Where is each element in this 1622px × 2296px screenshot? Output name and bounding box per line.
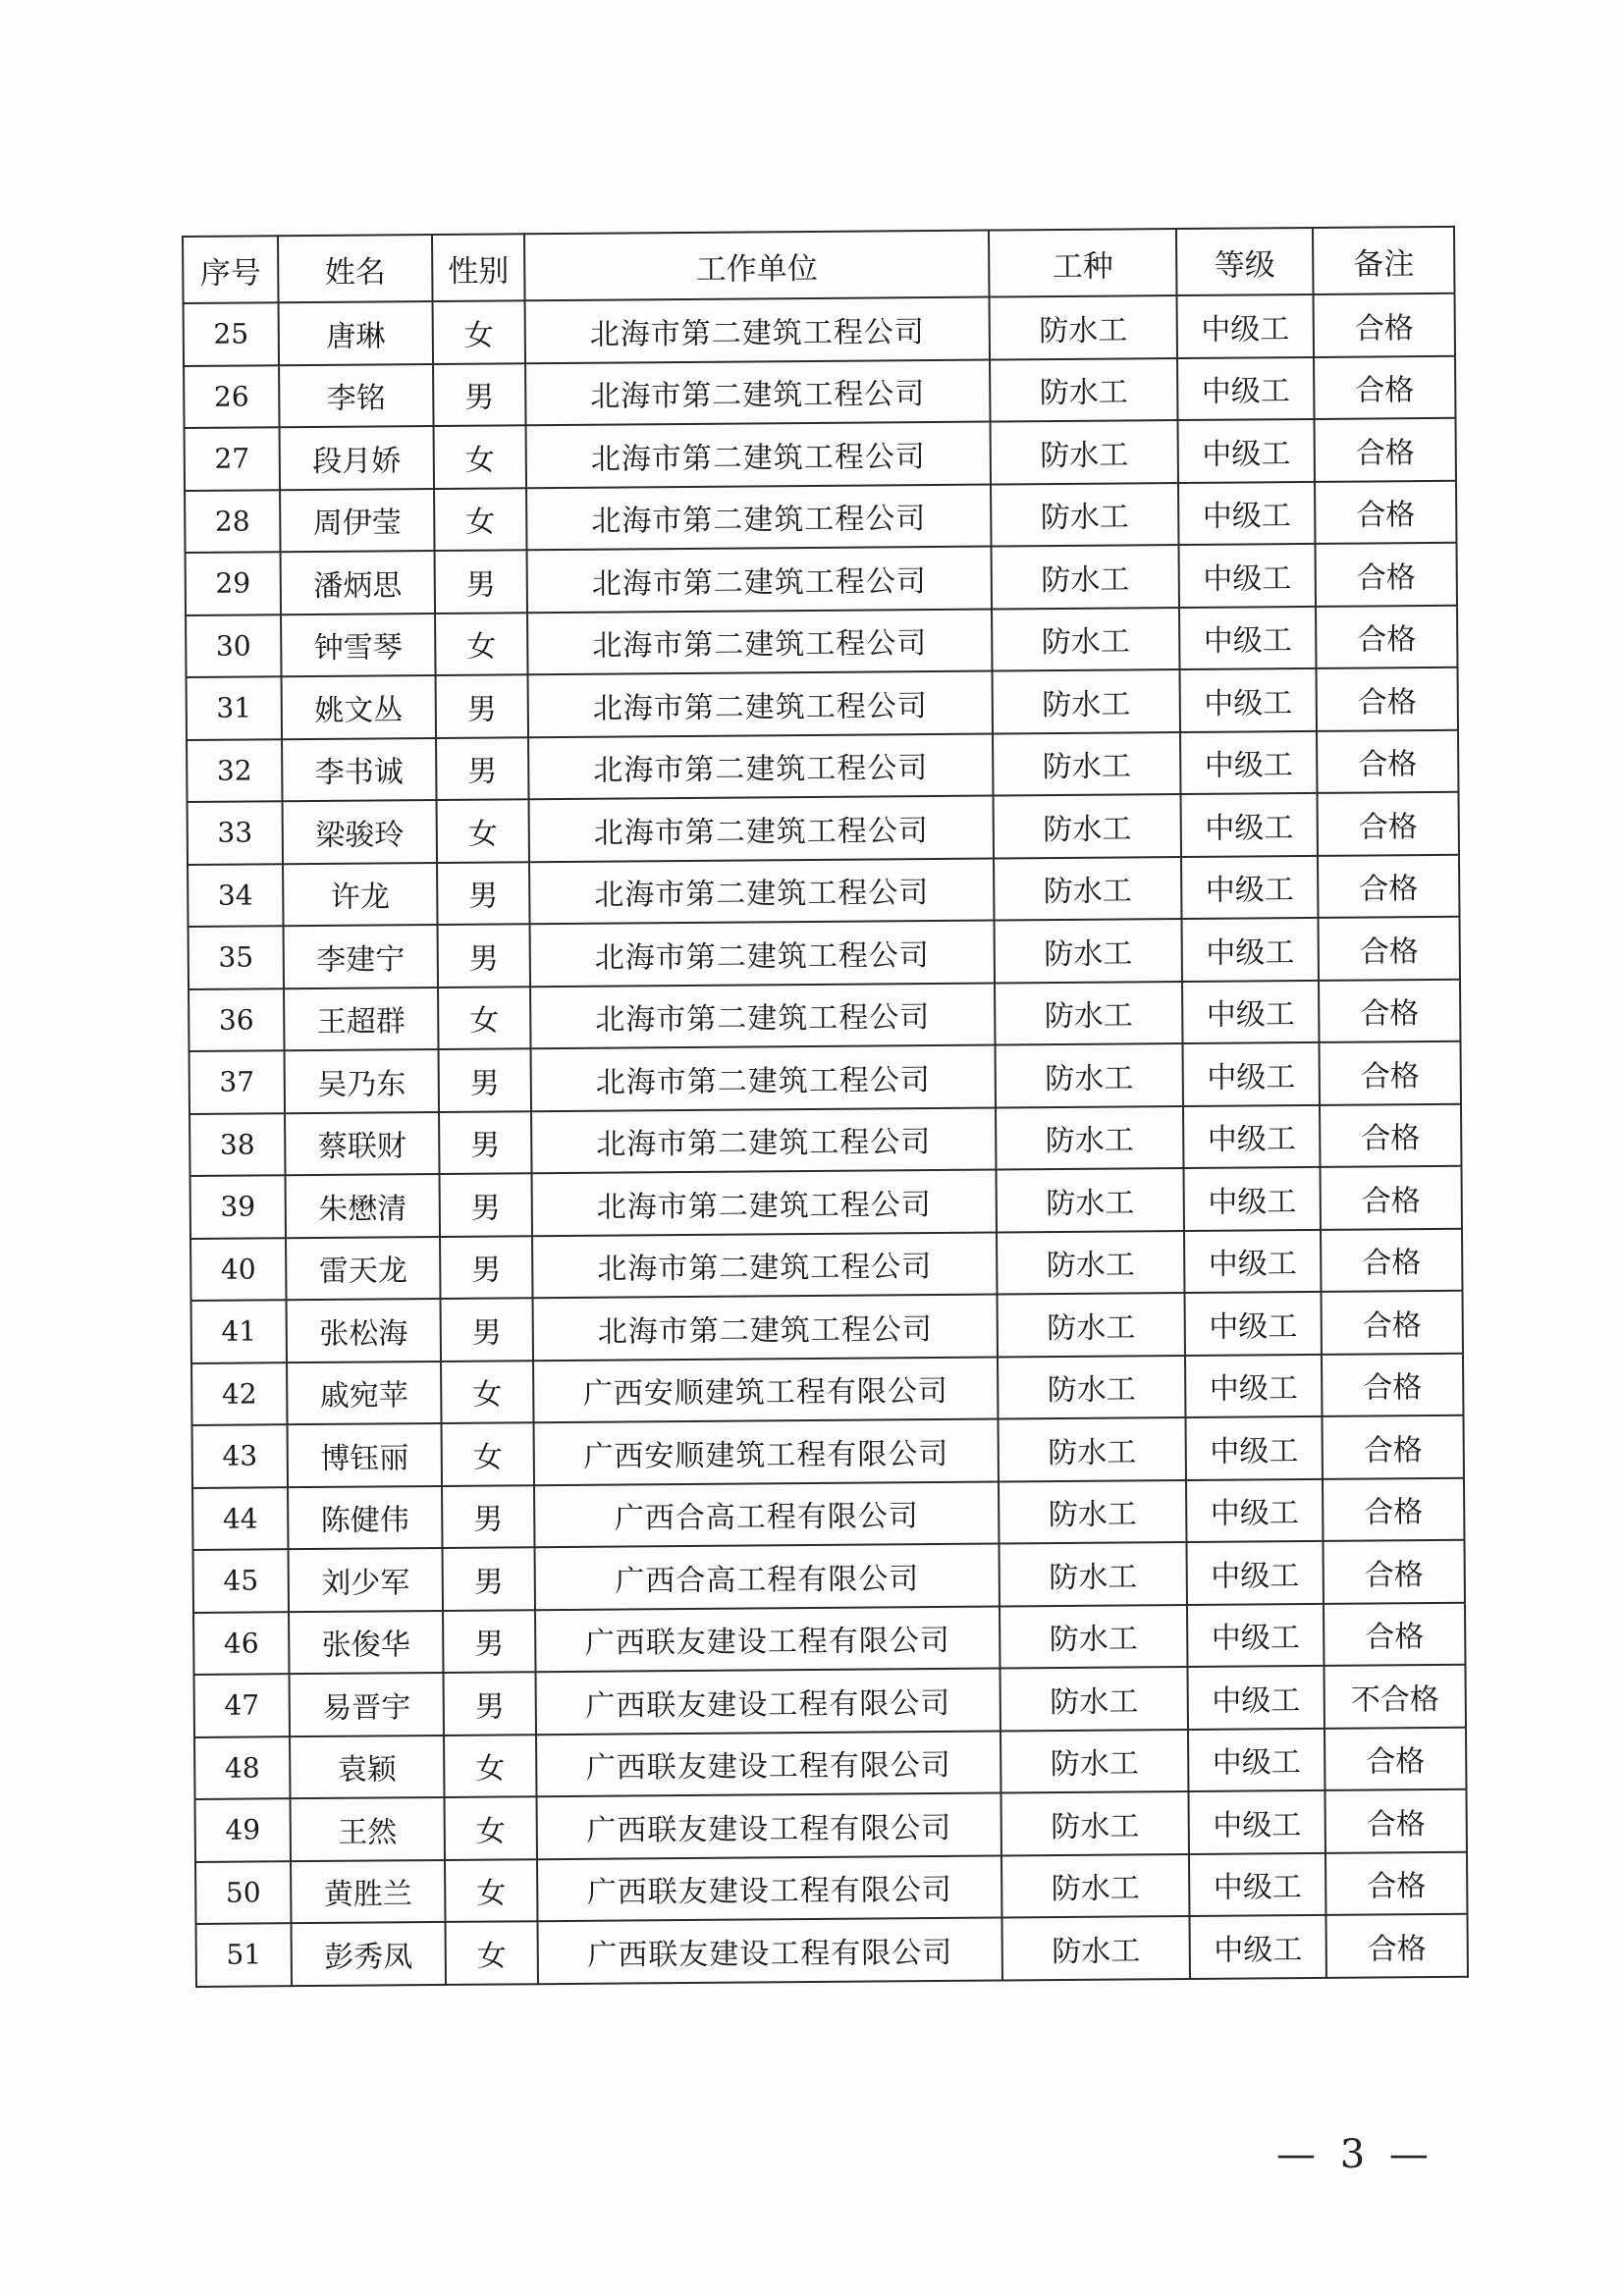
table-row bbox=[189, 917, 1460, 989]
cell-unit: 北海市第二建筑工程公司 bbox=[530, 921, 995, 987]
cell-unit: 北海市第二建筑工程公司 bbox=[526, 484, 991, 550]
cell-trade: 防水工 bbox=[994, 857, 1181, 921]
page-number: — 3 — bbox=[1276, 2132, 1434, 2177]
cell-no: 48 bbox=[194, 1736, 290, 1799]
cell-no: 26 bbox=[184, 365, 279, 428]
cell-remark: 合格 bbox=[1322, 1353, 1463, 1416]
cell-no: 28 bbox=[185, 490, 280, 553]
cell-level: 中级工 bbox=[1183, 1104, 1320, 1168]
header-level: 等级 bbox=[1176, 228, 1314, 295]
cell-remark: 合格 bbox=[1315, 418, 1456, 482]
cell-gender: 女 bbox=[442, 1422, 534, 1485]
cell-level: 中级工 bbox=[1180, 668, 1317, 732]
table-row bbox=[187, 667, 1458, 740]
cell-remark: 合格 bbox=[1316, 667, 1457, 731]
table-row bbox=[184, 355, 1455, 428]
cell-level: 中级工 bbox=[1181, 855, 1318, 919]
cell-gender: 男 bbox=[435, 550, 527, 613]
cell-no: 35 bbox=[189, 926, 284, 988]
cell-unit: 广西联友建设工程有限公司 bbox=[537, 1855, 1001, 1921]
cell-no: 34 bbox=[188, 864, 283, 927]
cell-name: 雷天龙 bbox=[286, 1236, 440, 1300]
cell-level: 中级工 bbox=[1186, 1541, 1323, 1605]
cell-gender: 男 bbox=[433, 363, 525, 426]
cell-gender: 男 bbox=[442, 1485, 534, 1548]
cell-level: 中级工 bbox=[1187, 1603, 1324, 1667]
table-row bbox=[193, 1540, 1465, 1613]
cell-name: 张松海 bbox=[287, 1299, 441, 1362]
cell-name: 许龙 bbox=[283, 862, 437, 926]
cell-remark: 合格 bbox=[1320, 1103, 1461, 1167]
cell-level: 中级工 bbox=[1183, 1167, 1320, 1231]
cell-trade: 防水工 bbox=[990, 358, 1177, 422]
cell-level: 中级工 bbox=[1185, 1416, 1322, 1480]
cell-no: 27 bbox=[185, 427, 280, 490]
cell-level: 中级工 bbox=[1188, 1728, 1325, 1791]
cell-gender: 男 bbox=[436, 737, 528, 800]
cell-trade: 防水工 bbox=[992, 545, 1179, 609]
header-unit: 工作单位 bbox=[524, 231, 990, 301]
cell-remark: 合格 bbox=[1317, 792, 1458, 856]
cell-trade: 防水工 bbox=[993, 669, 1180, 733]
cell-gender: 男 bbox=[440, 1236, 532, 1299]
cell-name: 陈健伟 bbox=[288, 1485, 442, 1549]
cell-remark: 合格 bbox=[1321, 1228, 1462, 1292]
cell-name: 吴乃东 bbox=[285, 1049, 439, 1113]
cell-unit: 广西合高工程有限公司 bbox=[534, 1481, 999, 1547]
cell-name: 易晋宇 bbox=[290, 1673, 444, 1736]
cell-no: 50 bbox=[195, 1861, 291, 1924]
cell-unit: 北海市第二建筑工程公司 bbox=[529, 796, 994, 862]
cell-no: 42 bbox=[191, 1362, 287, 1425]
cell-unit: 北海市第二建筑工程公司 bbox=[528, 671, 993, 737]
table-row bbox=[196, 1914, 1468, 1987]
cell-level: 中级工 bbox=[1177, 294, 1314, 358]
cell-unit: 北海市第二建筑工程公司 bbox=[525, 297, 990, 363]
cell-no: 51 bbox=[196, 1923, 292, 1986]
cell-remark: 合格 bbox=[1322, 1415, 1463, 1479]
cell-remark: 合格 bbox=[1325, 1727, 1466, 1790]
header-trade: 工种 bbox=[989, 229, 1177, 296]
cell-trade: 防水工 bbox=[998, 1417, 1185, 1481]
cell-trade: 防水工 bbox=[999, 1480, 1186, 1544]
cell-unit: 北海市第二建筑工程公司 bbox=[533, 1295, 998, 1361]
cell-trade: 防水工 bbox=[991, 483, 1178, 547]
cell-level: 中级工 bbox=[1178, 481, 1315, 545]
cell-remark: 合格 bbox=[1314, 294, 1455, 357]
cell-no: 41 bbox=[191, 1300, 287, 1362]
table-row bbox=[191, 1291, 1463, 1363]
table-row bbox=[185, 418, 1456, 491]
cell-gender: 男 bbox=[443, 1547, 535, 1610]
cell-unit: 广西联友建设工程有限公司 bbox=[537, 1917, 1001, 1983]
cell-name: 张俊华 bbox=[289, 1610, 443, 1674]
table-row bbox=[186, 543, 1457, 615]
cell-no: 39 bbox=[190, 1175, 286, 1238]
cell-no: 32 bbox=[187, 739, 282, 802]
cell-unit: 北海市第二建筑工程公司 bbox=[528, 733, 993, 799]
cell-remark: 合格 bbox=[1325, 1851, 1467, 1915]
header-no: 序号 bbox=[183, 236, 279, 303]
table-row bbox=[194, 1665, 1466, 1737]
cell-name: 刘少军 bbox=[289, 1548, 443, 1612]
table-row bbox=[189, 979, 1460, 1051]
cell-unit: 广西联友建设工程有限公司 bbox=[536, 1668, 1000, 1734]
cell-no: 30 bbox=[186, 614, 281, 677]
cell-no: 44 bbox=[192, 1487, 288, 1550]
table-row bbox=[192, 1477, 1464, 1550]
cell-remark: 合格 bbox=[1325, 1789, 1466, 1853]
table-row bbox=[188, 792, 1459, 865]
cell-unit: 广西联友建设工程有限公司 bbox=[535, 1606, 1000, 1672]
cell-level: 中级工 bbox=[1188, 1790, 1325, 1854]
cell-gender: 男 bbox=[443, 1610, 535, 1673]
cell-gender: 男 bbox=[438, 924, 530, 987]
cell-unit: 广西联友建设工程有限公司 bbox=[537, 1792, 1001, 1858]
roster-body bbox=[184, 294, 1468, 1987]
cell-unit: 北海市第二建筑工程公司 bbox=[525, 359, 990, 425]
cell-trade: 防水工 bbox=[996, 1168, 1183, 1232]
cell-unit: 广西安顺建筑工程有限公司 bbox=[533, 1357, 998, 1422]
cell-trade: 防水工 bbox=[994, 794, 1181, 858]
cell-level: 中级工 bbox=[1180, 730, 1317, 794]
cell-unit: 广西安顺建筑工程有限公司 bbox=[534, 1419, 999, 1485]
table-row bbox=[189, 1103, 1461, 1176]
cell-trade: 防水工 bbox=[995, 982, 1182, 1045]
table-row bbox=[190, 1228, 1462, 1301]
cell-name: 蔡联财 bbox=[285, 1111, 439, 1175]
table-row bbox=[195, 1851, 1467, 1924]
cell-name: 周伊莹 bbox=[280, 488, 434, 552]
table-row bbox=[184, 294, 1455, 366]
cell-remark: 合格 bbox=[1318, 854, 1459, 918]
cell-name: 彭秀凤 bbox=[292, 1922, 446, 1986]
table-row bbox=[188, 854, 1459, 927]
cell-level: 中级工 bbox=[1177, 356, 1314, 420]
cell-gender: 女 bbox=[446, 1921, 538, 1984]
cell-trade: 防水工 bbox=[1000, 1667, 1187, 1731]
cell-gender: 男 bbox=[440, 1173, 532, 1236]
cell-trade: 防水工 bbox=[1000, 1729, 1188, 1792]
cell-name: 唐琳 bbox=[279, 301, 433, 365]
cell-remark: 合格 bbox=[1318, 917, 1459, 981]
cell-name: 戚宛苹 bbox=[287, 1361, 441, 1424]
cell-unit: 北海市第二建筑工程公司 bbox=[526, 422, 991, 488]
table-row bbox=[194, 1727, 1466, 1799]
cell-name: 潘炳思 bbox=[281, 551, 435, 614]
cell-no: 38 bbox=[189, 1113, 285, 1176]
table-row bbox=[190, 1166, 1462, 1239]
cell-gender: 女 bbox=[435, 613, 527, 675]
table-row bbox=[195, 1789, 1467, 1862]
cell-unit: 北海市第二建筑工程公司 bbox=[530, 983, 995, 1048]
cell-gender: 男 bbox=[441, 1298, 533, 1361]
cell-no: 45 bbox=[193, 1549, 289, 1612]
cell-remark: 合格 bbox=[1323, 1540, 1464, 1604]
cell-unit: 北海市第二建筑工程公司 bbox=[527, 609, 992, 674]
cell-name: 王然 bbox=[291, 1797, 445, 1861]
cell-remark: 合格 bbox=[1319, 979, 1460, 1042]
cell-remark: 合格 bbox=[1321, 1291, 1462, 1355]
cell-level: 中级工 bbox=[1182, 980, 1319, 1043]
table-row bbox=[186, 605, 1457, 677]
cell-gender: 男 bbox=[439, 1111, 531, 1174]
table-row bbox=[191, 1353, 1463, 1425]
cell-name: 姚文丛 bbox=[282, 675, 436, 739]
cell-gender: 女 bbox=[438, 987, 530, 1049]
table-row bbox=[193, 1602, 1465, 1675]
cell-remark: 合格 bbox=[1320, 1166, 1461, 1230]
cell-gender: 女 bbox=[441, 1361, 533, 1423]
cell-gender: 女 bbox=[433, 300, 525, 363]
cell-remark: 合格 bbox=[1317, 729, 1458, 793]
cell-no: 40 bbox=[190, 1238, 286, 1301]
cell-level: 中级工 bbox=[1178, 419, 1315, 483]
cell-level: 中级工 bbox=[1187, 1666, 1324, 1730]
cell-trade: 防水工 bbox=[996, 1043, 1183, 1107]
cell-name: 王超群 bbox=[284, 987, 438, 1050]
cell-gender: 男 bbox=[436, 674, 528, 737]
cell-gender: 女 bbox=[445, 1796, 537, 1859]
cell-trade: 防水工 bbox=[1001, 1853, 1189, 1917]
cell-trade: 防水工 bbox=[992, 608, 1179, 671]
cell-unit: 北海市第二建筑工程公司 bbox=[532, 1170, 997, 1236]
cell-no: 46 bbox=[193, 1612, 289, 1675]
cell-name: 李建宁 bbox=[284, 925, 438, 988]
cell-unit: 北海市第二建筑工程公司 bbox=[529, 858, 994, 924]
cell-gender: 女 bbox=[437, 799, 529, 862]
cell-trade: 防水工 bbox=[998, 1356, 1185, 1419]
cell-gender: 男 bbox=[437, 862, 529, 925]
cell-unit: 北海市第二建筑工程公司 bbox=[527, 547, 992, 613]
cell-trade: 防水工 bbox=[996, 1106, 1183, 1170]
cell-name: 朱懋清 bbox=[286, 1174, 440, 1238]
cell-remark: 合格 bbox=[1316, 605, 1457, 668]
cell-level: 中级工 bbox=[1181, 918, 1318, 982]
cell-gender: 男 bbox=[444, 1672, 536, 1735]
cell-name: 梁骏玲 bbox=[283, 800, 437, 864]
cell-name: 段月娇 bbox=[280, 426, 434, 490]
cell-no: 31 bbox=[187, 676, 282, 739]
cell-remark: 合格 bbox=[1323, 1477, 1464, 1541]
cell-remark: 合格 bbox=[1316, 543, 1457, 607]
cell-trade: 防水工 bbox=[1001, 1916, 1189, 1980]
header-name: 姓名 bbox=[278, 235, 433, 302]
table-row bbox=[187, 729, 1458, 802]
cell-level: 中级工 bbox=[1179, 544, 1316, 608]
cell-level: 中级工 bbox=[1181, 793, 1318, 857]
cell-no: 36 bbox=[189, 988, 284, 1051]
cell-gender: 女 bbox=[444, 1735, 536, 1797]
cell-remark: 合格 bbox=[1315, 480, 1456, 544]
cell-trade: 防水工 bbox=[997, 1293, 1184, 1357]
cell-trade: 防水工 bbox=[1000, 1605, 1187, 1669]
cell-remark: 合格 bbox=[1314, 355, 1455, 419]
header-gender: 性别 bbox=[432, 234, 525, 301]
table-row bbox=[192, 1415, 1464, 1488]
cell-level: 中级工 bbox=[1189, 1852, 1325, 1916]
cell-no: 29 bbox=[186, 552, 281, 614]
cell-trade: 防水工 bbox=[1000, 1791, 1188, 1855]
cell-level: 中级工 bbox=[1186, 1478, 1323, 1542]
cell-trade: 防水工 bbox=[990, 295, 1177, 359]
table-row bbox=[189, 1041, 1461, 1114]
cell-name: 钟雪琴 bbox=[281, 613, 435, 676]
cell-level: 中级工 bbox=[1189, 1915, 1325, 1979]
cell-remark: 合格 bbox=[1325, 1914, 1467, 1978]
cell-trade: 防水工 bbox=[991, 420, 1178, 484]
cell-unit: 广西联友建设工程有限公司 bbox=[536, 1731, 1000, 1796]
cell-name: 袁颖 bbox=[290, 1735, 444, 1798]
cell-gender: 女 bbox=[434, 425, 526, 488]
cell-no: 37 bbox=[189, 1050, 285, 1113]
cell-unit: 北海市第二建筑工程公司 bbox=[532, 1232, 997, 1298]
cell-no: 49 bbox=[195, 1798, 291, 1861]
cell-gender: 女 bbox=[445, 1859, 537, 1922]
cell-remark: 合格 bbox=[1324, 1602, 1465, 1666]
cell-no: 25 bbox=[184, 302, 279, 365]
cell-trade: 防水工 bbox=[997, 1231, 1184, 1295]
cell-remark: 合格 bbox=[1319, 1041, 1460, 1105]
cell-level: 中级工 bbox=[1184, 1292, 1321, 1356]
cell-unit: 广西合高工程有限公司 bbox=[535, 1544, 1000, 1610]
cell-gender: 女 bbox=[434, 488, 526, 551]
cell-no: 43 bbox=[192, 1424, 288, 1487]
cell-name: 李书诚 bbox=[282, 737, 436, 801]
cell-trade: 防水工 bbox=[995, 919, 1182, 983]
cell-gender: 男 bbox=[439, 1048, 531, 1111]
header-remark: 备注 bbox=[1313, 227, 1455, 294]
cell-name: 黄胜兰 bbox=[291, 1859, 445, 1923]
cell-trade: 防水工 bbox=[999, 1542, 1186, 1606]
header-row bbox=[183, 227, 1454, 303]
cell-name: 李铭 bbox=[279, 363, 433, 427]
cell-level: 中级工 bbox=[1182, 1042, 1319, 1106]
cell-unit: 北海市第二建筑工程公司 bbox=[531, 1045, 996, 1111]
cell-level: 中级工 bbox=[1179, 606, 1316, 669]
cell-unit: 北海市第二建筑工程公司 bbox=[531, 1107, 996, 1173]
cell-no: 33 bbox=[188, 801, 283, 864]
cell-remark: 不合格 bbox=[1324, 1665, 1465, 1729]
cell-level: 中级工 bbox=[1184, 1229, 1321, 1293]
roster-table bbox=[182, 226, 1469, 1988]
cell-trade: 防水工 bbox=[993, 732, 1180, 796]
cell-level: 中级工 bbox=[1185, 1354, 1322, 1417]
table-row bbox=[185, 480, 1456, 553]
cell-no: 47 bbox=[194, 1674, 290, 1736]
cell-name: 博钰丽 bbox=[288, 1423, 442, 1487]
